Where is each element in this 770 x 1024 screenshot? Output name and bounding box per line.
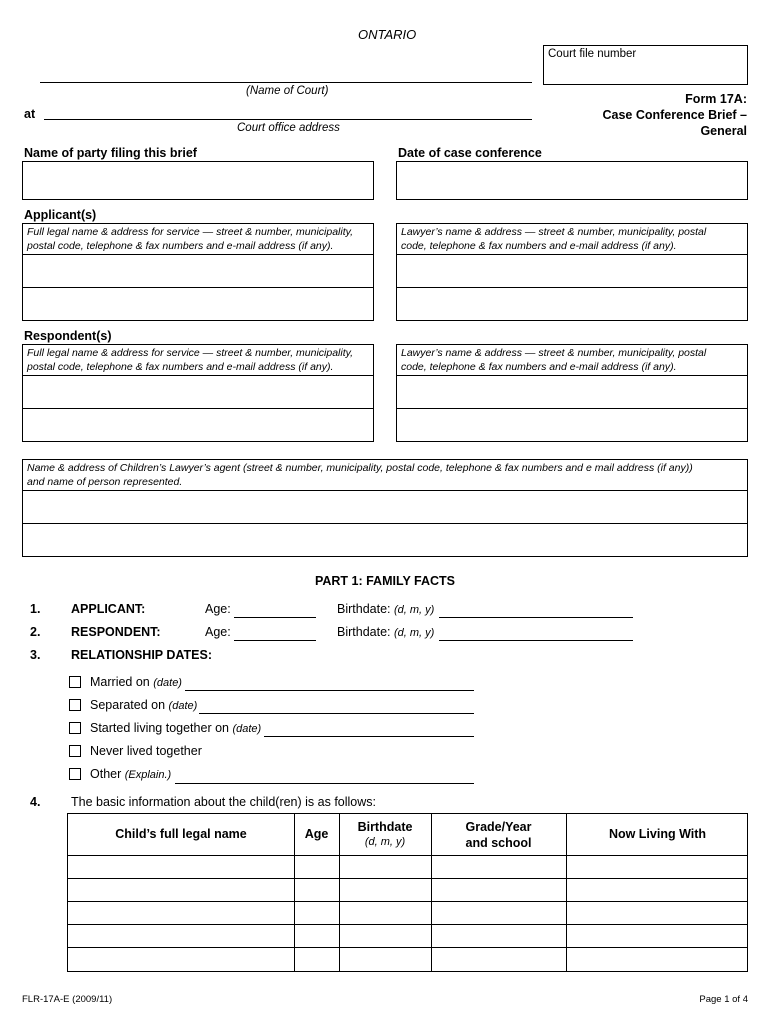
separated-checkbox[interactable]	[69, 699, 81, 711]
applicant-label: APPLICANT:	[71, 602, 146, 616]
applicant-birthdate-input[interactable]	[439, 617, 633, 618]
birthdate-label-text: Birthdate:	[337, 625, 391, 639]
respondent-party-hint-line2: postal code, telephone & fax numbers and e-mail address (if any).	[27, 361, 334, 373]
item1-number: 1.	[30, 602, 41, 616]
separated-date-input[interactable]	[199, 713, 474, 714]
page-number: Page 1 of 4	[699, 994, 748, 1005]
col-header-grade-line1: Grade/Year	[465, 820, 532, 834]
item2-number: 2.	[30, 625, 41, 639]
col-header-grade-school	[431, 819, 566, 851]
applicants-heading: Applicant(s)	[24, 208, 97, 222]
childrens-lawyer-hint	[27, 461, 693, 489]
form-title-line1: Case Conference Brief –	[602, 108, 747, 122]
table-row[interactable]	[68, 856, 747, 878]
col-header-age: Age	[304, 827, 329, 841]
respondent-lawyer-box	[396, 344, 748, 442]
date-hint: (date)	[153, 677, 182, 689]
respondent-party-box	[22, 344, 374, 442]
part1-title: PART 1: FAMILY FACTS	[314, 574, 456, 588]
applicant-lawyer-hint	[401, 225, 706, 253]
court-name-line[interactable]	[40, 82, 532, 83]
started-living-label	[90, 721, 261, 735]
col-header-birthdate-text: Birthdate	[357, 820, 413, 834]
form-code: FLR-17A-E (2009/11)	[22, 994, 113, 1005]
court-name-caption: (Name of Court)	[246, 85, 329, 97]
respondent-lawyer-hint-line2: code, telephone & fax numbers and e-mail address (if any).	[401, 361, 677, 373]
case-conference-date-label: Date of case conference	[398, 146, 542, 160]
date-hint: (date)	[232, 723, 262, 735]
applicant-lawyer-box	[396, 223, 748, 321]
respondent-party-hint-line1: Full legal name & address for service — street & number, municipality,	[27, 347, 354, 359]
children-info-label: The basic information about the child(ren) is as follows:	[71, 795, 377, 809]
col-header-grade-line2: and school	[465, 836, 532, 850]
col-header-now-living-with: Now Living With	[608, 827, 707, 841]
birthdate-format-hint: (d, m, y)	[394, 604, 435, 616]
separated-label	[90, 698, 197, 712]
applicant-party-box	[22, 223, 374, 321]
form-number: Form 17A:	[685, 92, 747, 106]
children-table	[67, 813, 748, 972]
col-header-child-name: Child’s full legal name	[115, 827, 247, 841]
applicant-party-hint	[27, 225, 353, 253]
other-label-text: Other	[90, 767, 122, 781]
childrens-lawyer-hint-line2: and name of person represented.	[27, 476, 183, 488]
never-lived-checkbox[interactable]	[69, 745, 81, 757]
childrens-lawyer-input-1[interactable]	[23, 491, 747, 523]
relationship-dates-label: RELATIONSHIP DATES:	[71, 648, 212, 662]
other-explain-input[interactable]	[175, 783, 474, 784]
never-lived-label: Never lived together	[90, 744, 202, 758]
province-heading: ONTARIO	[358, 27, 417, 42]
explain-hint: (Explain.)	[124, 769, 172, 781]
respondent-party-input-2[interactable]	[23, 409, 373, 441]
applicant-party-hint-line2: postal code, telephone & fax numbers and e-mail address (if any).	[27, 240, 334, 252]
childrens-lawyer-box	[22, 459, 748, 557]
respondent-age-label: Age:	[205, 625, 231, 639]
respondents-heading: Respondent(s)	[24, 329, 112, 343]
married-checkbox[interactable]	[69, 676, 81, 688]
court-file-number-field[interactable]	[543, 45, 748, 85]
form-title-line2: General	[700, 124, 747, 138]
childrens-lawyer-hint-line1: Name & address of Children’s Lawyer’s agent (street & number, municipality, postal code, telephone & fax numbers and e mail address (if any))	[27, 462, 693, 474]
case-conference-date-field[interactable]	[396, 161, 748, 200]
col-header-birthdate-format: (d, m, y)	[364, 836, 406, 848]
respondent-party-hint	[27, 346, 353, 374]
applicant-lawyer-hint-line2: code, telephone & fax numbers and e-mail address (if any).	[401, 240, 677, 252]
item4-number: 4.	[30, 795, 41, 809]
respondent-lawyer-hint-line1: Lawyer’s name & address — street & number, municipality, postal	[401, 347, 707, 359]
respondent-label: RESPONDENT:	[71, 625, 161, 639]
applicant-birthdate-label	[337, 602, 434, 616]
respondent-lawyer-input-2[interactable]	[397, 409, 747, 441]
court-address-caption: Court office address	[237, 122, 340, 134]
col-header-birthdate	[339, 820, 431, 850]
table-row[interactable]	[68, 925, 747, 947]
table-row[interactable]	[68, 948, 747, 971]
court-address-line[interactable]	[44, 119, 532, 120]
birthdate-format-hint: (d, m, y)	[394, 627, 435, 639]
separated-label-text: Separated on	[90, 698, 166, 712]
applicant-party-input-2[interactable]	[23, 288, 373, 320]
date-hint: (date)	[168, 700, 198, 712]
table-row[interactable]	[68, 902, 747, 924]
at-label: at	[24, 107, 36, 121]
respondent-birthdate-label	[337, 625, 434, 639]
court-file-number-label: Court file number	[548, 48, 637, 60]
childrens-lawyer-input-2[interactable]	[23, 524, 747, 556]
birthdate-label-text: Birthdate:	[337, 602, 391, 616]
applicant-party-input-1[interactable]	[23, 255, 373, 287]
respondent-age-input[interactable]	[234, 640, 316, 641]
respondent-party-input-1[interactable]	[23, 376, 373, 408]
respondent-lawyer-input-1[interactable]	[397, 376, 747, 408]
married-date-input[interactable]	[185, 690, 474, 691]
applicant-party-hint-line1: Full legal name & address for service — street & number, municipality,	[27, 226, 354, 238]
item3-number: 3.	[30, 648, 41, 662]
started-living-checkbox[interactable]	[69, 722, 81, 734]
started-living-date-input[interactable]	[264, 736, 474, 737]
form-title	[602, 91, 747, 139]
respondent-lawyer-hint	[401, 346, 706, 374]
applicant-age-input[interactable]	[234, 617, 316, 618]
applicant-lawyer-input-1[interactable]	[397, 255, 747, 287]
table-row[interactable]	[68, 879, 747, 901]
applicant-lawyer-hint-line1: Lawyer’s name & address — street & number, municipality, postal	[401, 226, 707, 238]
started-living-label-text: Started living together on	[90, 721, 229, 735]
respondent-birthdate-input[interactable]	[439, 640, 633, 641]
applicant-age-label: Age:	[205, 602, 231, 616]
party-filing-label: Name of party filing this brief	[24, 146, 197, 160]
party-filing-field[interactable]	[22, 161, 374, 200]
married-label-text: Married on	[90, 675, 150, 689]
applicant-lawyer-input-2[interactable]	[397, 288, 747, 320]
other-checkbox[interactable]	[69, 768, 81, 780]
other-label	[90, 767, 171, 781]
married-label	[90, 675, 182, 689]
